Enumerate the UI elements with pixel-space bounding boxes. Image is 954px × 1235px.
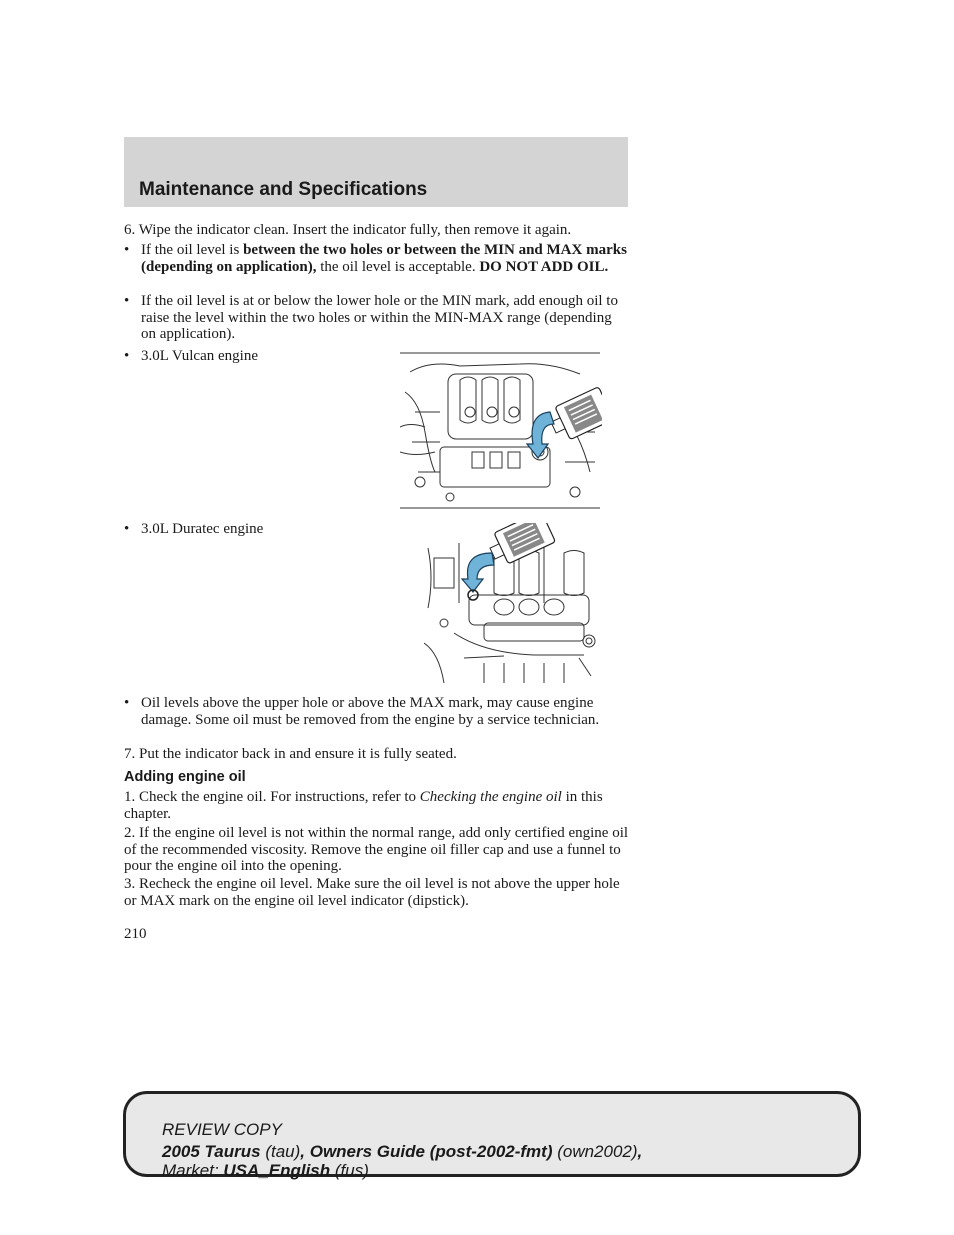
bullet-text: If the oil level is between the two holes or between the MIN and MAX marks (depending on application), the oil level is acceptable. DO NOT ADD OIL. [141,242,627,275]
bullet-low-level [124,293,630,343]
bullet-marker: • [124,521,130,537]
footer-market-line: Market: USA_English (fus) [162,1161,369,1180]
bullet-overfill-warning [124,695,630,728]
bullet-marker: • [124,348,130,364]
bullet-text: 3.0L Duratec engine [141,521,264,537]
bullet-marker: • [124,242,130,258]
bullet-text: If the oil level is at or below the lower hole or the MIN mark, add enough oil to raise the level within the two holes or within the MIN-MAX range (depending on application). [141,293,618,342]
page-number: 210 [124,926,147,942]
vulcan-engine-illustration [400,352,602,510]
bullet-acceptable-level [124,242,630,275]
section-header [124,137,628,207]
bullet-duratec-engine [124,521,364,538]
adding-step-2: 2. If the engine oil level is not within the normal range, add only certified engine oil of the recommended viscosity. Remove the engine oil filler cap and use a funnel to pour the engine oil into the opening. [124,825,629,874]
step-6: 6. Wipe the indicator clean. Insert the indicator fully, then remove it again. [124,222,572,238]
review-copy-footer [123,1091,861,1180]
bullet-text: Oil levels above the upper hole or above the MAX mark, may cause engine damage. Some oil must be removed from the engine by a service technician. [141,695,600,728]
adding-step-3: 3. Recheck the engine oil level. Make sure the oil level is not above the upper hole or MAX mark on the engine oil level indicator (dipstick). [124,876,620,909]
footer-review-copy: REVIEW COPY [162,1120,282,1139]
duratec-engine-illustration [424,523,600,685]
footer-model-line: 2005 Taurus (tau), Owners Guide (post-2002-fmt) (own2002), [162,1142,643,1161]
page-title: Maintenance and Specifications [139,179,428,200]
step-7: 7. Put the indicator back in and ensure it is fully seated. [124,746,457,762]
bullet-marker: • [124,695,130,711]
adding-step-1: 1. Check the engine oil. For instructions, refer to Checking the engine oil in this chapter. [124,789,603,822]
section-title: Adding engine oil [124,769,246,785]
bullet-vulcan-engine [124,348,364,365]
bullet-marker: • [124,293,130,309]
bullet-text: 3.0L Vulcan engine [141,348,258,364]
